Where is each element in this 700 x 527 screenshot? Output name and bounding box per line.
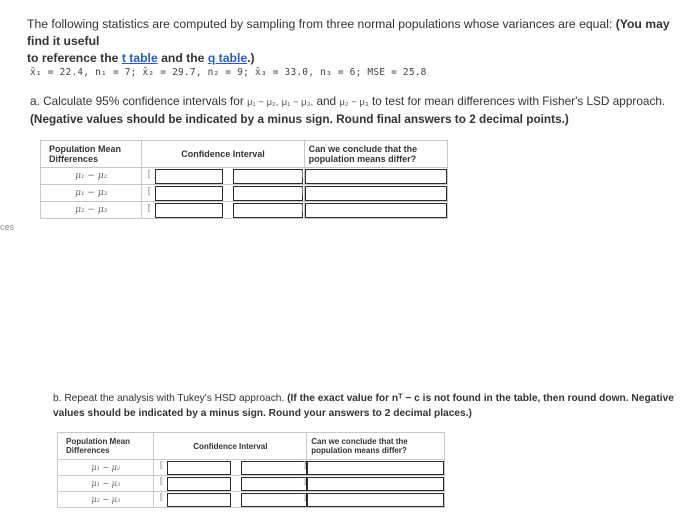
- row-label-mu2-mu3: μ₂ − μ₃: [41, 202, 142, 219]
- ci-cell: [154, 492, 307, 508]
- header-population-mean-differences: Population Mean Differences: [41, 141, 142, 168]
- intro-note-end: .): [247, 51, 255, 65]
- table-row: [58, 476, 445, 492]
- bracket-icon: ]: [302, 477, 308, 487]
- bracket-icon: ]: [299, 204, 305, 214]
- bracket-icon: ]: [302, 493, 308, 503]
- bracket-icon: ]: [299, 170, 305, 180]
- part-b-text: b. Repeat the analysis with Tukey's HSD approach.: [53, 393, 285, 404]
- mu1-mu2-text: μ₁ − μ₂,: [247, 97, 279, 108]
- conclude-cell: [302, 460, 445, 476]
- tukey-ci-upper-input-row1[interactable]: [241, 461, 307, 475]
- row-label-mu1-mu3: μ₁ − μ₃: [41, 185, 142, 202]
- row-label-mu1-mu2: μ₁ − μ₂: [58, 460, 154, 476]
- ci-lower-input-row3[interactable]: [155, 203, 223, 218]
- intro-note-and: and the: [161, 51, 205, 65]
- conclude-cell: [302, 492, 445, 508]
- ci-lower-input-row1[interactable]: [155, 169, 223, 184]
- row-label-mu1-mu2: μ₁ − μ₂: [41, 168, 142, 185]
- intro-note-start: (You may find it useful: [27, 17, 670, 48]
- conclude-cell: [299, 168, 447, 185]
- tukey-conclude-select-row2[interactable]: [307, 477, 444, 491]
- ci-upper-input-row1[interactable]: [233, 169, 303, 184]
- ci-cell: [142, 185, 304, 202]
- tukey-conclude-select-row3[interactable]: [307, 493, 444, 507]
- bracket-icon: [: [158, 493, 164, 503]
- part-a-question: [30, 93, 695, 127]
- tukey-ci-lower-input-row2[interactable]: [167, 477, 231, 491]
- mu2-mu3-text: μ₂ − μ₃: [339, 97, 369, 108]
- table-row: [41, 168, 448, 185]
- conclude-cell: [302, 476, 445, 492]
- tukey-ci-lower-input-row3[interactable]: [167, 493, 231, 507]
- tukey-ci-upper-input-row3[interactable]: [241, 493, 307, 507]
- bracket-icon: ]: [299, 187, 305, 197]
- side-label: ces: [0, 222, 15, 232]
- intro-note-to: to reference the: [27, 51, 119, 65]
- ci-cell: [142, 168, 304, 185]
- part-b-question: [53, 391, 693, 421]
- conclude-select-row1[interactable]: [305, 169, 447, 184]
- table-row: [41, 202, 448, 219]
- ci-upper-input-row3[interactable]: [233, 203, 303, 218]
- intro-text: The following statistics are computed by sampling from three normal populations whose variances are equal:: [27, 17, 613, 31]
- table-part-a: [40, 140, 448, 219]
- ci-lower-input-row2[interactable]: [155, 186, 223, 201]
- ci-cell: [142, 202, 304, 219]
- ci-upper-input-row2[interactable]: [233, 186, 303, 201]
- ci-cell: [154, 460, 307, 476]
- conclude-cell: [299, 202, 447, 219]
- bracket-icon: [: [158, 477, 164, 487]
- bracket-icon: [: [146, 204, 152, 214]
- header-confidence-interval: Confidence Interval: [154, 433, 307, 460]
- tukey-ci-lower-input-row1[interactable]: [167, 461, 231, 475]
- part-a-and: and: [316, 94, 337, 108]
- part-b-instructions: (If the exact value for nᵀ − c is not found in the table, then round down. Negative values should be indicated by a minus sign. Round your answers to 2 decimal places.): [53, 393, 674, 419]
- header-can-we-conclude: Can we conclude that the population means differ?: [304, 141, 447, 168]
- intro-paragraph: [27, 16, 692, 67]
- table-row: [41, 185, 448, 202]
- bracket-icon: [: [146, 187, 152, 197]
- header-population-mean-differences: Population Mean Differences: [58, 433, 154, 460]
- ci-cell: [154, 476, 307, 492]
- table-row: [58, 492, 445, 508]
- bracket-icon: ]: [302, 461, 308, 471]
- mu1-mu3-text: μ₁ − μ₃,: [281, 97, 314, 108]
- part-a-prefix: a. Calculate 95% confidence intervals for: [30, 94, 244, 108]
- table-part-b: [57, 432, 445, 508]
- sample-statistics: x̄₁ = 22.4, n₁ = 7; x̄₂ = 29.7, n₂ = 9; x̄₃ = 33.0, n₃ = 6; MSE = 25.8: [30, 67, 427, 78]
- row-label-mu2-mu3: μ₂ − μ₃: [58, 492, 154, 508]
- bracket-icon: [: [146, 170, 152, 180]
- row-label-mu1-mu3: μ₁ − μ₃: [58, 476, 154, 492]
- header-confidence-interval: Confidence Interval: [142, 141, 304, 168]
- q-table-link[interactable]: q table: [207, 51, 248, 65]
- conclude-cell: [299, 185, 447, 202]
- part-a-instructions: (Negative values should be indicated by a minus sign. Round final answers to 2 decimal points.): [30, 112, 569, 126]
- tukey-conclude-select-row1[interactable]: [307, 461, 444, 475]
- part-a-suffix: to test for mean differences with Fisher's LSD approach.: [372, 94, 666, 108]
- t-table-link[interactable]: t table: [121, 51, 158, 65]
- conclude-select-row3[interactable]: [305, 203, 447, 218]
- conclude-select-row2[interactable]: [305, 186, 447, 201]
- table-row: [58, 460, 445, 476]
- bracket-icon: [: [158, 461, 164, 471]
- header-can-we-conclude: Can we conclude that the population means differ?: [307, 433, 445, 460]
- tukey-ci-upper-input-row2[interactable]: [241, 477, 307, 491]
